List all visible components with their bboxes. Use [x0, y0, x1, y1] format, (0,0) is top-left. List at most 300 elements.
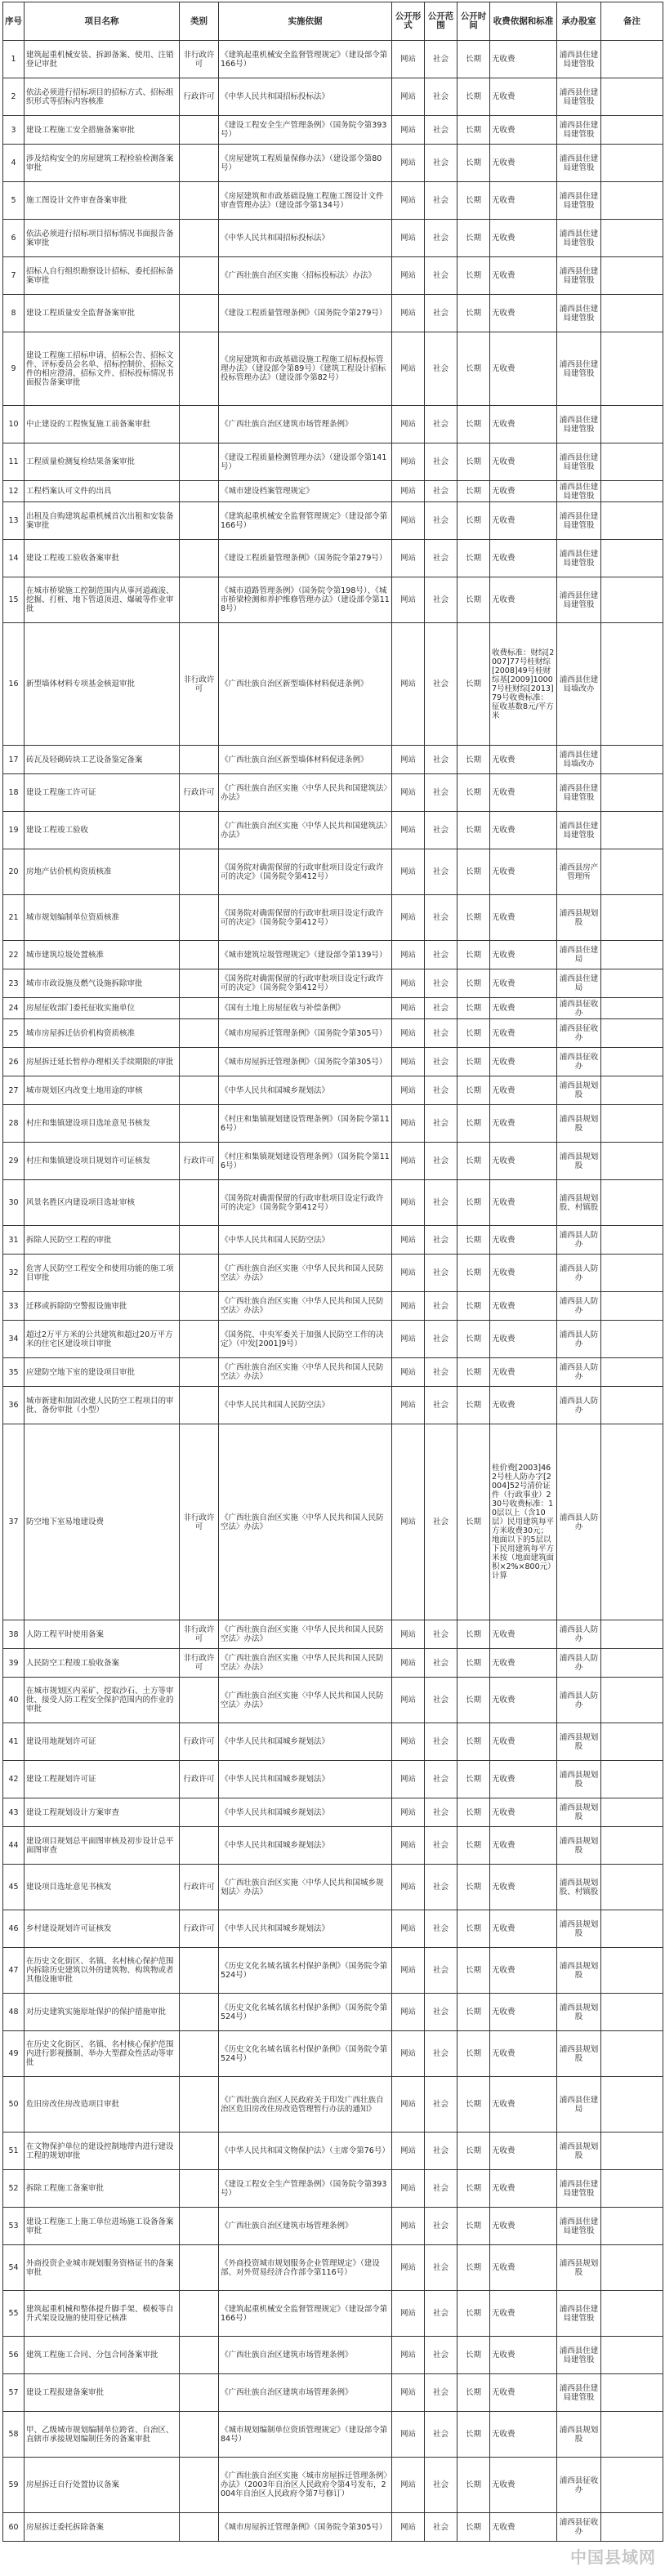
row-fee: 无收费: [490, 257, 557, 295]
items-table: [2, 2, 663, 2542]
row-note: [601, 1649, 663, 1678]
row-time: 长期: [457, 2458, 490, 2513]
row-name: 工程质量检测复检结果备案审批: [25, 443, 180, 481]
row-basis: 《广西壮族自治区实施〈中华人民共和国人民防空法〉办法》: [219, 1292, 392, 1321]
row-form: 网站: [392, 2374, 425, 2412]
row-no: 55: [3, 2291, 25, 2337]
row-name: 房屋拆迁延长暂停办理相关手续期限的审批: [25, 1048, 180, 1076]
row-no: 54: [3, 2245, 25, 2291]
row-dept: 浦西县规划股: [557, 2412, 601, 2458]
row-note: [601, 257, 663, 295]
row-time: 长期: [457, 257, 490, 295]
row-basis: 《房屋建筑和市政基础设施工程施工图设计文件审查管理办法》（建设部令第134号）: [219, 182, 392, 220]
row-form: 网站: [392, 969, 425, 998]
header-fee: 收费依据和标准: [490, 2, 557, 41]
row-form: 网站: [392, 257, 425, 295]
row-note: [601, 2458, 663, 2513]
table-row: [3, 1620, 663, 1649]
row-basis: 《房屋建筑和市政基础设施工程施工招标投标管理办法》（建设部令第89号）《建筑工程设计招标投标管理办法》（建设部令第82号）: [219, 332, 392, 406]
row-fee: 无收费: [490, 1865, 557, 1910]
row-basis: 《中华人民共和国人民防空法》: [219, 1226, 392, 1255]
row-fee: 无收费: [490, 481, 557, 502]
row-fee: 无收费: [490, 145, 557, 182]
row-scope: 社会: [425, 1076, 457, 1105]
row-scope: 社会: [425, 1358, 457, 1387]
header-scope: 公开范围: [425, 2, 457, 41]
row-dept: 浦西县住建局: [557, 941, 601, 969]
row-no: 29: [3, 1143, 25, 1180]
table-row: [3, 1019, 663, 1048]
row-basis: 《城市建设档案管理规定》: [219, 481, 392, 502]
table-row: [3, 2031, 663, 2077]
row-name: 甲、乙级城市规划编制单位跨省、自治区、直辖市承接规划编制任务的备案审批: [25, 2412, 180, 2458]
row-basis: 《中华人民共和国人民防空法》: [219, 1387, 392, 1424]
row-time: 长期: [457, 1723, 490, 1761]
row-no: 56: [3, 2337, 25, 2374]
row-name: 新型墙体材料专项基金核退审批: [25, 623, 180, 746]
row-time: 长期: [457, 895, 490, 941]
row-name: 城市规划区内改变土地用途的审核: [25, 1076, 180, 1105]
row-form: 网站: [392, 1226, 425, 1255]
row-scope: 社会: [425, 1723, 457, 1761]
row-no: 10: [3, 406, 25, 443]
table-row: [3, 1358, 663, 1387]
table-row: [3, 2337, 663, 2374]
row-name: 砖瓦及轻砌砖块工艺设备鉴定备案: [25, 746, 180, 774]
table-row: [3, 1105, 663, 1143]
row-category: [180, 332, 219, 406]
row-scope: 社会: [425, 540, 457, 577]
row-no: 17: [3, 746, 25, 774]
row-no: 36: [3, 1387, 25, 1424]
row-dept: 浦西县住建局: [557, 2077, 601, 2133]
row-name: 建设工程施工上施工单位进场施工设备备案审批: [25, 2208, 180, 2245]
row-form: 网站: [392, 540, 425, 577]
row-time: 长期: [457, 2031, 490, 2077]
row-basis: 《广西壮族自治区建筑市场管理条例》: [219, 2337, 392, 2374]
row-fee: 无收费: [490, 1358, 557, 1387]
row-note: [601, 78, 663, 116]
row-name: 建设工程施工许可证: [25, 774, 180, 812]
row-name: 迁移或拆除防空警报设施审批: [25, 1292, 180, 1321]
row-fee: 无收费: [490, 182, 557, 220]
row-note: [601, 2245, 663, 2291]
row-category: [180, 1948, 219, 1994]
row-note: [601, 443, 663, 481]
row-form: 网站: [392, 1723, 425, 1761]
row-note: [601, 577, 663, 623]
row-basis: 《广西壮族自治区实施〈中华人民共和国城乡规划法〉办法》: [219, 1865, 392, 1910]
row-name: 房地产估价机构资质核准: [25, 849, 180, 895]
row-time: 长期: [457, 2245, 490, 2291]
row-time: 长期: [457, 1226, 490, 1255]
row-time: 长期: [457, 145, 490, 182]
row-scope: 社会: [425, 1105, 457, 1143]
row-fee: 无收费: [490, 2208, 557, 2245]
row-dept: 浦西县住建局建管股: [557, 774, 601, 812]
row-no: 6: [3, 220, 25, 257]
watermark: 中国县域网: [570, 2547, 656, 2567]
row-time: 长期: [457, 406, 490, 443]
row-fee: 无收费: [490, 1143, 557, 1180]
row-no: 39: [3, 1649, 25, 1678]
row-dept: 浦西县住建局建管股: [557, 78, 601, 116]
row-dept: 浦西县规划股: [557, 1105, 601, 1143]
row-scope: 社会: [425, 1827, 457, 1865]
row-no: 44: [3, 1827, 25, 1865]
row-dept: 浦西县住建局: [557, 969, 601, 998]
row-form: 网站: [392, 1019, 425, 1048]
row-no: 43: [3, 1798, 25, 1827]
row-category: [180, 443, 219, 481]
row-form: 网站: [392, 1387, 425, 1424]
row-dept: 浦西县征收办: [557, 1019, 601, 1048]
row-dept: 浦西县规划股: [557, 1723, 601, 1761]
row-scope: 社会: [425, 257, 457, 295]
row-category: [180, 746, 219, 774]
row-name: 危旧房改住房改造项目审批: [25, 2077, 180, 2133]
row-dept: 浦西县住建局建管股: [557, 332, 601, 406]
row-dept: 浦西县人防办: [557, 1226, 601, 1255]
row-form: 网站: [392, 2412, 425, 2458]
row-note: [601, 1620, 663, 1649]
row-form: 网站: [392, 1994, 425, 2031]
row-form: 网站: [392, 2031, 425, 2077]
row-note: [601, 2031, 663, 2077]
row-fee: 无收费: [490, 1321, 557, 1358]
row-name: 城市建筑垃圾处置核准: [25, 941, 180, 969]
row-no: 27: [3, 1076, 25, 1105]
row-no: 35: [3, 1358, 25, 1387]
row-fee: 无收费: [490, 1827, 557, 1865]
row-time: 长期: [457, 746, 490, 774]
row-dept: 浦西县人防办: [557, 1321, 601, 1358]
row-dept: 浦西县规划股: [557, 1948, 601, 1994]
row-note: [601, 1226, 663, 1255]
row-time: 长期: [457, 502, 490, 540]
table-row: [3, 849, 663, 895]
row-category: [180, 1019, 219, 1048]
row-basis: 《中华人民共和国招标投标法》: [219, 220, 392, 257]
table-row: [3, 1865, 663, 1910]
row-note: [601, 1827, 663, 1865]
row-no: 38: [3, 1620, 25, 1649]
row-category: 行政许可: [180, 1910, 219, 1948]
row-scope: 社会: [425, 1761, 457, 1798]
row-dept: 浦西县人防办: [557, 1292, 601, 1321]
table-row: [3, 2412, 663, 2458]
row-note: [601, 812, 663, 849]
row-category: [180, 998, 219, 1019]
row-time: 长期: [457, 1761, 490, 1798]
row-no: 25: [3, 1019, 25, 1048]
row-scope: 社会: [425, 1865, 457, 1910]
row-note: [601, 746, 663, 774]
row-fee: 无收费: [490, 1649, 557, 1678]
row-note: [601, 182, 663, 220]
row-fee: 无收费: [490, 1387, 557, 1424]
row-no: 13: [3, 502, 25, 540]
row-no: 8: [3, 295, 25, 332]
row-category: [180, 2291, 219, 2337]
row-category: 行政许可: [180, 1723, 219, 1761]
row-scope: 社会: [425, 746, 457, 774]
row-note: [601, 2077, 663, 2133]
row-form: 网站: [392, 1865, 425, 1910]
row-name: 超过2万平方米的公共建筑和超过20万平方米的住宅区建设项目审批: [25, 1321, 180, 1358]
row-time: 长期: [457, 1321, 490, 1358]
row-category: [180, 502, 219, 540]
row-dept: 浦西县规划股、村镇股: [557, 1180, 601, 1226]
row-name: 村庄和集镇建设项目规划许可证核发: [25, 1143, 180, 1180]
row-form: 网站: [392, 1180, 425, 1226]
table-row: [3, 41, 663, 78]
row-note: [601, 1910, 663, 1948]
row-dept: 浦西县规划股: [557, 2031, 601, 2077]
row-name: 建设项目选址意见书核发: [25, 1865, 180, 1910]
row-fee: 无收费: [490, 2245, 557, 2291]
row-basis: 《城市房屋拆迁管理条例》（国务院令第305号）: [219, 2513, 392, 2542]
row-category: [180, 1105, 219, 1143]
row-note: [601, 1994, 663, 2031]
row-name: 对历史建筑实施原址保护的保护措施审批: [25, 1994, 180, 2031]
row-form: 网站: [392, 41, 425, 78]
row-dept: 浦西县住建局建管股: [557, 406, 601, 443]
row-dept: 浦西县住建局建管股: [557, 481, 601, 502]
row-fee: 无收费: [490, 998, 557, 1019]
row-category: [180, 1180, 219, 1226]
row-note: [601, 1255, 663, 1292]
row-dept: 浦西县住建局建管股: [557, 257, 601, 295]
row-no: 11: [3, 443, 25, 481]
table-row: [3, 443, 663, 481]
row-fee: 无收费: [490, 332, 557, 406]
header-note: 备注: [601, 2, 663, 41]
row-no: 53: [3, 2208, 25, 2245]
row-category: [180, 2458, 219, 2513]
row-form: 网站: [392, 1827, 425, 1865]
row-basis: 《中华人民共和国文物保护法》（主席令第76号）: [219, 2133, 392, 2170]
row-basis: 《中华人民共和国城乡规划法》: [219, 1723, 392, 1761]
row-name: 建筑起重机械安装、拆卸备案、使用、注销登记审批: [25, 41, 180, 78]
page: [2, 2, 663, 2573]
row-form: 网站: [392, 1321, 425, 1358]
row-category: 非行政许可: [180, 1424, 219, 1620]
row-time: 长期: [457, 1292, 490, 1321]
row-name: 房屋征收部门委托征收实施单位: [25, 998, 180, 1019]
table-row: [3, 116, 663, 145]
row-form: 网站: [392, 2077, 425, 2133]
row-name: 建设用地规划许可证: [25, 1723, 180, 1761]
row-dept: 浦西县规划股: [557, 2133, 601, 2170]
table-row: [3, 257, 663, 295]
row-basis: 《建设工程安全生产管理条例》（国务院令第393号）: [219, 2170, 392, 2208]
table-row: [3, 577, 663, 623]
table-row: [3, 2133, 663, 2170]
row-time: 长期: [457, 623, 490, 746]
row-note: [601, 1865, 663, 1910]
row-category: [180, 295, 219, 332]
row-form: 网站: [392, 2245, 425, 2291]
row-dept: 浦西县人防办: [557, 1649, 601, 1678]
row-note: [601, 774, 663, 812]
row-fee: 无收费: [490, 1994, 557, 2031]
row-basis: 《广西壮族自治区建筑市场管理条例》: [219, 2374, 392, 2412]
row-form: 网站: [392, 577, 425, 623]
row-fee: 无收费: [490, 1226, 557, 1255]
row-scope: 社会: [425, 1019, 457, 1048]
row-note: [601, 1321, 663, 1358]
row-basis: 《国务院对确需保留的行政审批项目设定行政许可的决定》（国务院令第412号）: [219, 969, 392, 998]
header-basis: 实施依据: [219, 2, 392, 41]
row-note: [601, 1424, 663, 1620]
table-row: [3, 540, 663, 577]
row-time: 长期: [457, 41, 490, 78]
row-scope: 社会: [425, 1321, 457, 1358]
row-category: [180, 220, 219, 257]
row-note: [601, 2170, 663, 2208]
row-fee: 无收费: [490, 2374, 557, 2412]
row-name: 拆除工程施工备案审批: [25, 2170, 180, 2208]
row-scope: 社会: [425, 895, 457, 941]
table-row: [3, 2458, 663, 2513]
row-time: 长期: [457, 774, 490, 812]
row-basis: 《中华人民共和国城乡规划法》: [219, 1910, 392, 1948]
row-note: [601, 220, 663, 257]
row-no: 5: [3, 182, 25, 220]
row-basis: 《中华人民共和国城乡规划法》: [219, 1076, 392, 1105]
row-basis: 《城市规划编制单位资质管理规定》（建设部令第84号）: [219, 2412, 392, 2458]
row-category: [180, 1292, 219, 1321]
row-category: [180, 812, 219, 849]
row-name: 乡村建设规划许可证核发: [25, 1910, 180, 1948]
row-fee: 无收费: [490, 1678, 557, 1723]
header-name: 项目名称: [25, 2, 180, 41]
row-form: 网站: [392, 746, 425, 774]
row-dept: 浦西县住建局建管股: [557, 295, 601, 332]
row-scope: 社会: [425, 1649, 457, 1678]
row-time: 长期: [457, 969, 490, 998]
row-fee: 无收费: [490, 812, 557, 849]
row-name: 建设工程质量安全监督备案审批: [25, 295, 180, 332]
row-scope: 社会: [425, 2458, 457, 2513]
row-no: 26: [3, 1048, 25, 1076]
row-category: 行政许可: [180, 774, 219, 812]
row-note: [601, 2374, 663, 2412]
row-time: 长期: [457, 1143, 490, 1180]
row-category: [180, 481, 219, 502]
row-name: 建设工程竣工验收备案审批: [25, 540, 180, 577]
row-form: 网站: [392, 481, 425, 502]
row-name: 在历史文化街区、名镇、名村核心保护范围内拆除历史建筑以外的建筑物、构筑物或者其他设施审批: [25, 1948, 180, 1994]
row-no: 59: [3, 2458, 25, 2513]
row-no: 19: [3, 812, 25, 849]
row-dept: 浦西县规划股、村镇股: [557, 1865, 601, 1910]
row-no: 40: [3, 1678, 25, 1723]
row-dept: 浦西县住建局建管股: [557, 2170, 601, 2208]
row-fee: 无收费: [490, 2170, 557, 2208]
row-scope: 社会: [425, 774, 457, 812]
row-dept: 浦西县人防办: [557, 1620, 601, 1649]
row-form: 网站: [392, 774, 425, 812]
row-form: 网站: [392, 295, 425, 332]
table-row: [3, 1076, 663, 1105]
row-note: [601, 1019, 663, 1048]
row-time: 长期: [457, 295, 490, 332]
row-scope: 社会: [425, 941, 457, 969]
table-row: [3, 406, 663, 443]
row-fee: 无收费: [490, 2133, 557, 2170]
row-basis: 《国有土地上房屋征收与补偿条例》: [219, 998, 392, 1019]
row-no: 4: [3, 145, 25, 182]
row-basis: 《建设工程质量管理条例》（国务院令第279号）: [219, 295, 392, 332]
row-dept: 浦西县人防办: [557, 1255, 601, 1292]
row-form: 网站: [392, 849, 425, 895]
row-scope: 社会: [425, 1678, 457, 1723]
row-fee: 无收费: [490, 2291, 557, 2337]
table-row: [3, 295, 663, 332]
row-name: 风景名胜区内建设项目选址审核: [25, 1180, 180, 1226]
row-time: 长期: [457, 577, 490, 623]
row-fee: 无收费: [490, 1910, 557, 1948]
table-row: [3, 812, 663, 849]
row-scope: 社会: [425, 2374, 457, 2412]
row-category: 非行政许可: [180, 1649, 219, 1678]
row-basis: 《广西壮族自治区新型墙体材料促进条例》: [219, 746, 392, 774]
row-fee: 无收费: [490, 1761, 557, 1798]
row-fee: 无收费: [490, 1048, 557, 1076]
row-dept: 浦西县征收办: [557, 1048, 601, 1076]
row-name: 拆除人民防空工程的审批: [25, 1226, 180, 1255]
row-name: 依法必须进行招标项目的招标方式、招标组织形式等招标内容核准: [25, 78, 180, 116]
row-no: 12: [3, 481, 25, 502]
row-fee: 无收费: [490, 895, 557, 941]
row-scope: 社会: [425, 2077, 457, 2133]
table-row: [3, 1827, 663, 1865]
row-basis: 《历史文化名城名镇名村保护条例》（国务院令第524号）: [219, 1948, 392, 1994]
row-note: [601, 406, 663, 443]
table-row: [3, 1910, 663, 1948]
row-name: 外商投资企业城市规划服务资格证书的备案审批: [25, 2245, 180, 2291]
row-time: 长期: [457, 332, 490, 406]
row-no: 51: [3, 2133, 25, 2170]
row-basis: 《外商投资城市规划服务企业管理规定》（建设部、对外贸易经济合作部令第116号）: [219, 2245, 392, 2291]
row-scope: 社会: [425, 295, 457, 332]
row-dept: 浦西县规划股: [557, 1910, 601, 1948]
row-name: 建设工程竣工验收: [25, 812, 180, 849]
row-form: 网站: [392, 1761, 425, 1798]
row-no: 48: [3, 1994, 25, 2031]
row-time: 长期: [457, 1076, 490, 1105]
row-time: 长期: [457, 1649, 490, 1678]
row-fee: 无收费: [490, 941, 557, 969]
row-form: 网站: [392, 1105, 425, 1143]
row-form: 网站: [392, 220, 425, 257]
row-basis: 《广西壮族自治区实施〈中华人民共和国人民防空法〉办法》: [219, 1620, 392, 1649]
table-row: [3, 1321, 663, 1358]
row-basis: 《国务院对确需保留的行政审批项目设定行政许可的决定》（国务院令第412号）: [219, 895, 392, 941]
row-form: 网站: [392, 406, 425, 443]
row-time: 长期: [457, 481, 490, 502]
row-dept: 浦西县征收办: [557, 2458, 601, 2513]
row-basis: 《广西壮族自治区实施〈中华人民共和国人民防空法〉办法》: [219, 1424, 392, 1620]
row-dept: 浦西县规划股: [557, 1827, 601, 1865]
row-basis: 《广西壮族自治区实施〈中华人民共和国人民防空法〉办法》: [219, 1649, 392, 1678]
row-form: 网站: [392, 443, 425, 481]
row-form: 网站: [392, 2170, 425, 2208]
row-category: [180, 2208, 219, 2245]
table-row: [3, 941, 663, 969]
